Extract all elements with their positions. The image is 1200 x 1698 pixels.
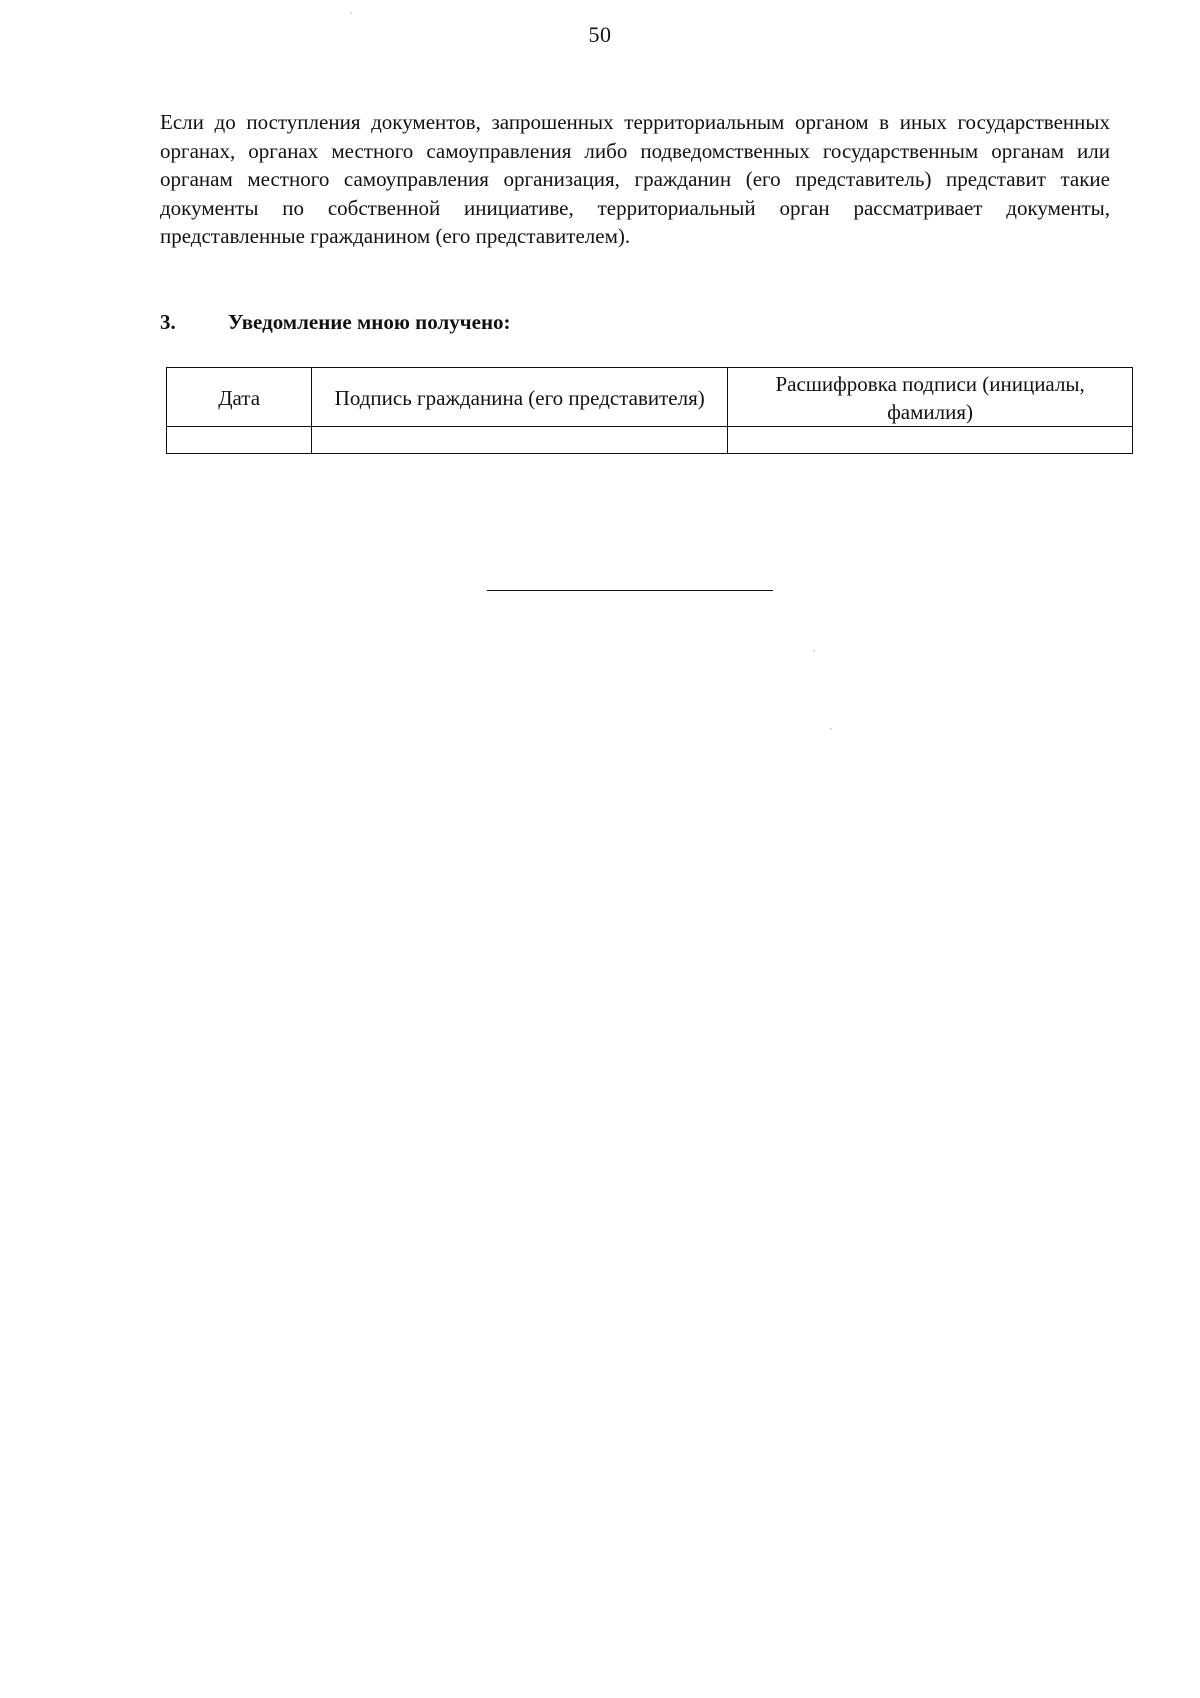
header-signature: Подпись гражданина (его представителя) xyxy=(312,368,728,427)
table-header-row xyxy=(167,368,1133,427)
scan-speck xyxy=(350,12,352,14)
section-number: 3. xyxy=(160,310,176,334)
scan-speck xyxy=(813,650,815,652)
end-rule-divider xyxy=(487,590,773,591)
cell-signature[interactable] xyxy=(312,427,728,454)
page-number: 50 xyxy=(588,22,612,47)
section-heading xyxy=(160,310,1110,335)
body-paragraph: Если до поступления документов, запрошенных территориальным органом в иных государственных органах, органах местного самоуправления либо подведомственных государственным органам или органам местного самоуправления организация, гражданин (его представитель) представит такие документы по собственной инициативе, территориальный орган рассматривает документы, представленные гражданином (его представителем). xyxy=(160,110,1110,248)
section-title: Уведомление мною получено: xyxy=(228,310,511,334)
cell-signature-decoding[interactable] xyxy=(728,427,1133,454)
table-row xyxy=(167,427,1133,454)
scan-speck xyxy=(830,728,832,730)
header-signature-decoding: Расшифровка подписи (инициалы, фамилия) xyxy=(728,368,1133,427)
cell-date[interactable] xyxy=(167,427,312,454)
receipt-table xyxy=(166,367,1133,454)
header-date: Дата xyxy=(167,368,312,427)
